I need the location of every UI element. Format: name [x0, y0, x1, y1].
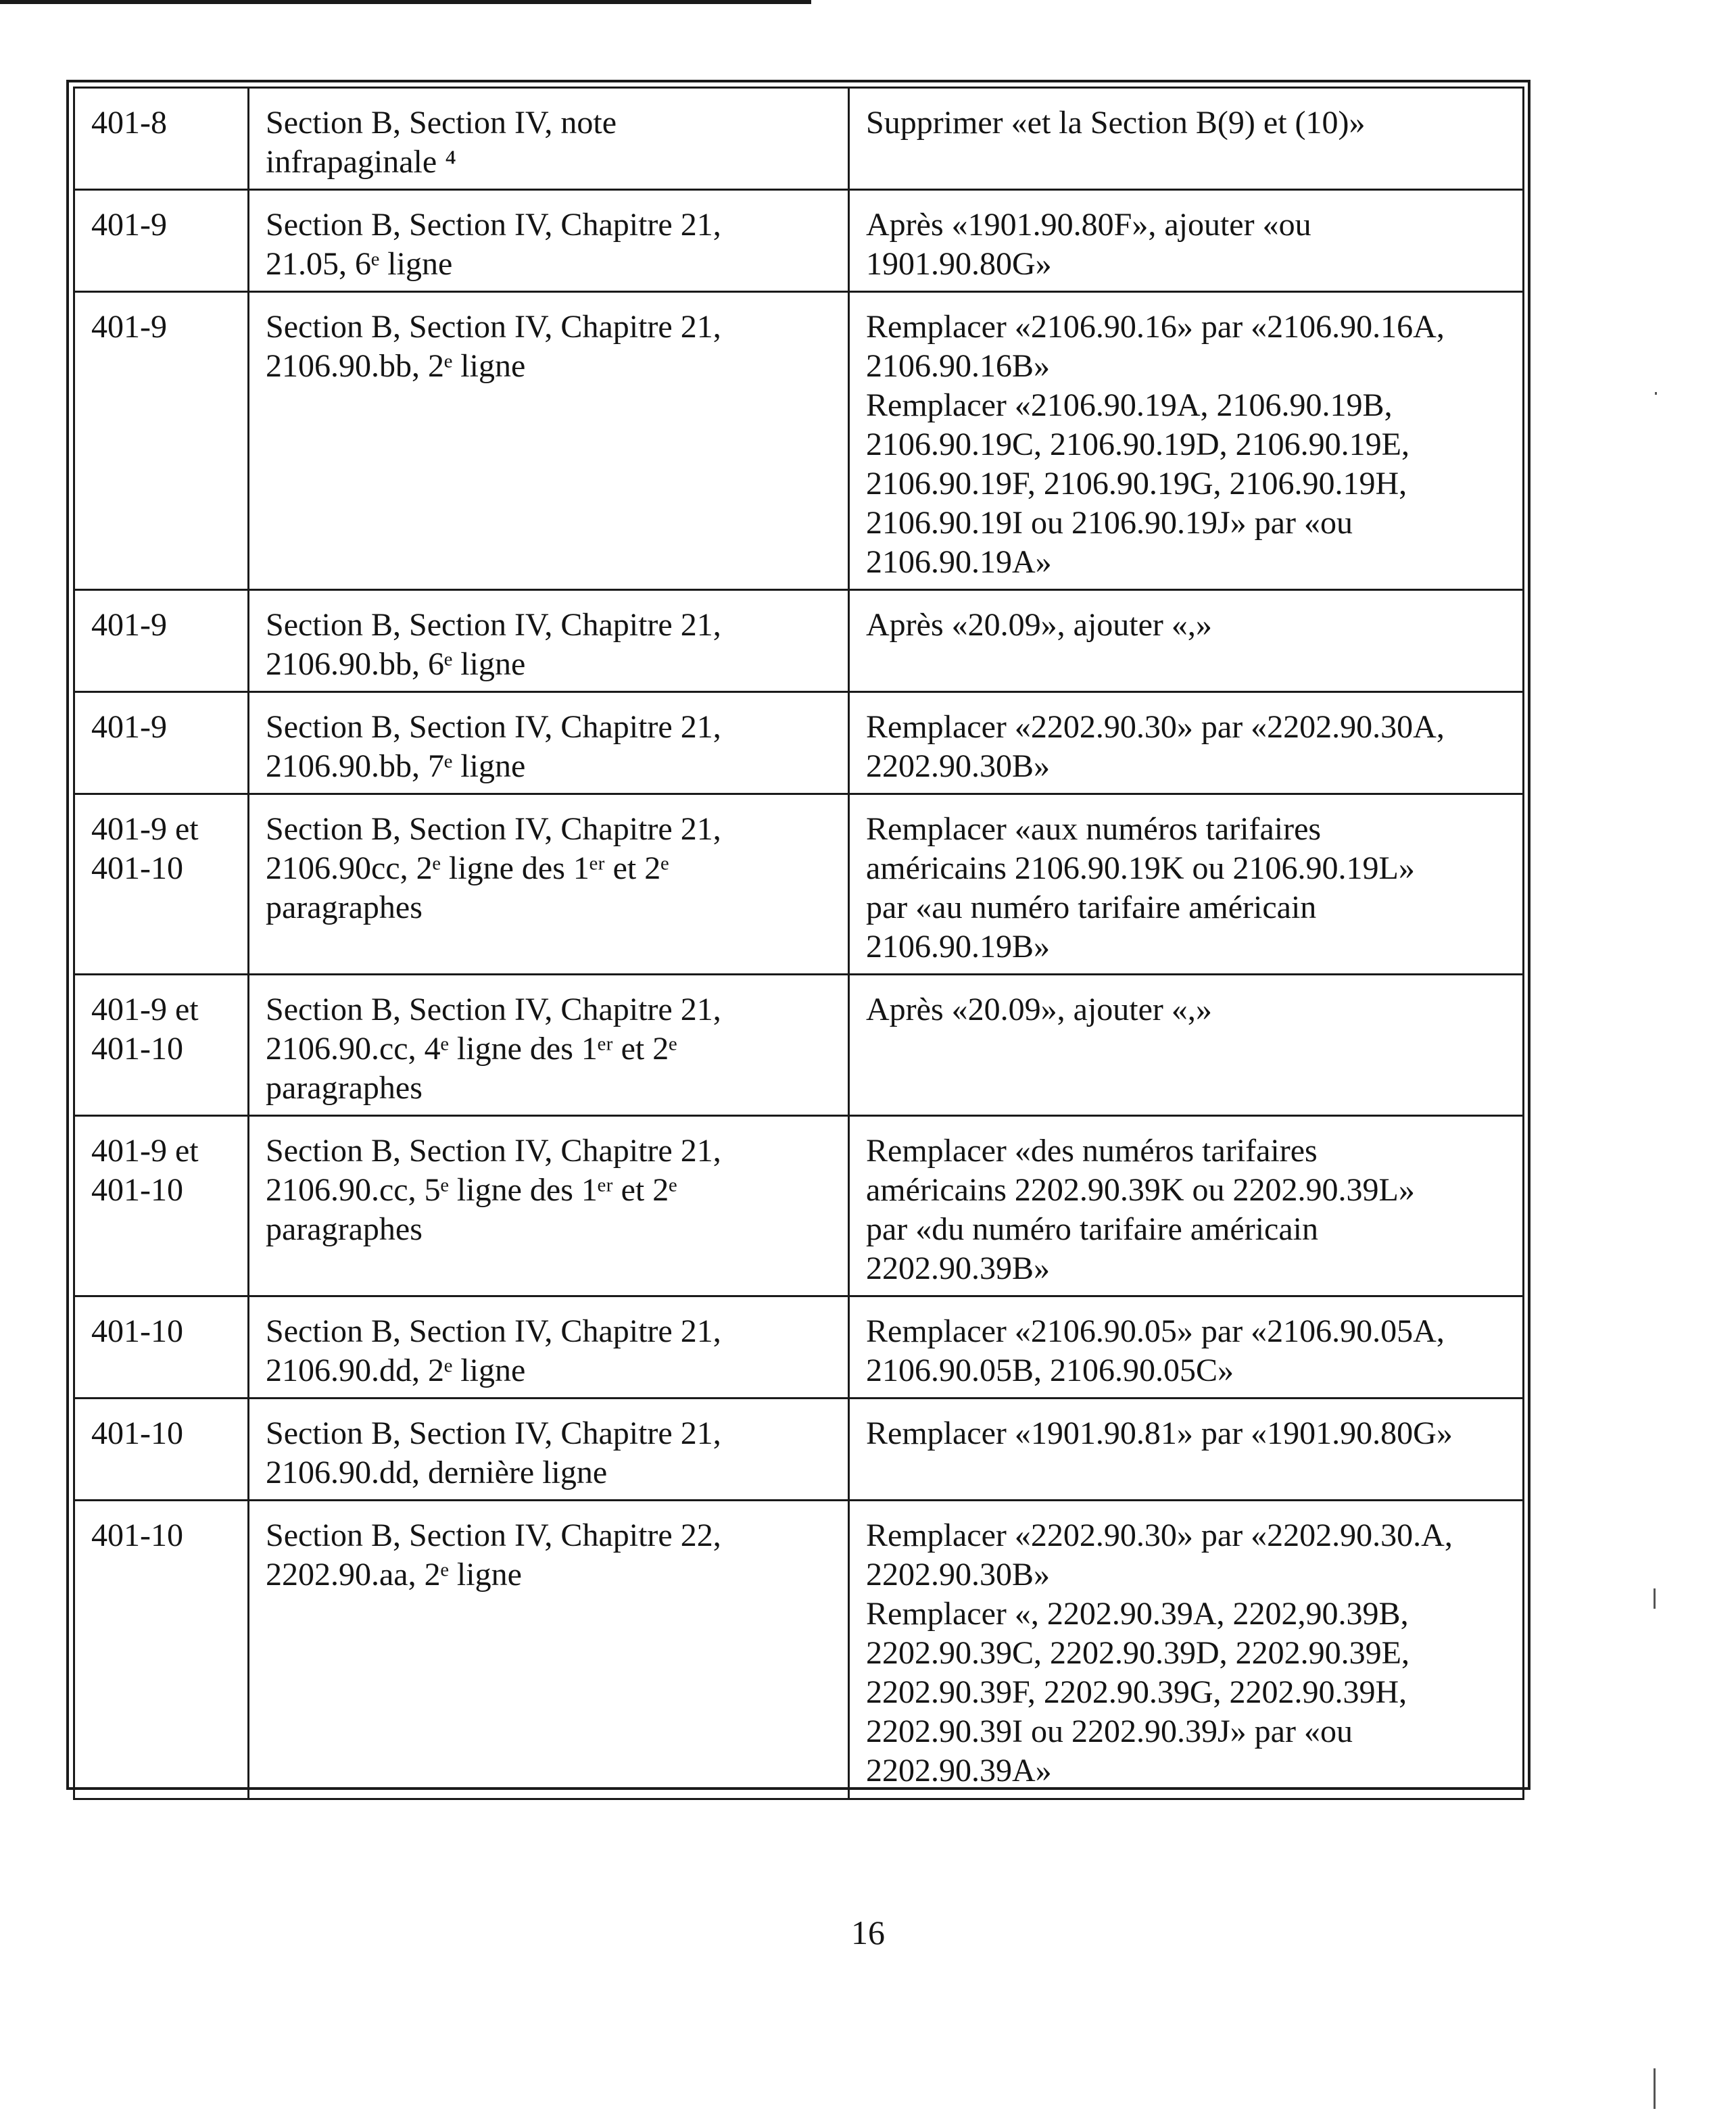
change-cell: Supprimer «et la Section B(9) et (10)»	[849, 88, 1524, 190]
location-cell: Section B, Section IV, Chapitre 21, 2106.90.dd, dernière ligne	[249, 1399, 849, 1501]
table-row	[74, 1399, 1524, 1501]
page-number: 16	[851, 1914, 885, 1951]
location-cell: Section B, Section IV, Chapitre 21, 21.05, 6ᵉ ligne	[249, 190, 849, 292]
change-cell: Remplacer «1901.90.81» par «1901.90.80G»	[849, 1399, 1524, 1501]
table-row	[74, 692, 1524, 794]
scan-mark	[1654, 2068, 1656, 2109]
location-cell: Section B, Section IV, Chapitre 21, 2106.90.cc, 4ᵉ ligne des 1ᵉʳ et 2ᵉ paragraphes	[249, 975, 849, 1116]
table-row	[74, 1116, 1524, 1296]
table-row	[74, 292, 1524, 590]
change-cell: Remplacer «des numéros tarifaires américains 2202.90.39K ou 2202.90.39L» par «du numéro tarifaire américain 2202.90.39B»	[849, 1116, 1524, 1296]
location-cell: Section B, Section IV, Chapitre 21, 2106.90.cc, 5ᵉ ligne des 1ᵉʳ et 2ᵉ paragraphes	[249, 1116, 849, 1296]
table-row	[74, 975, 1524, 1116]
location-cell: Section B, Section IV, Chapitre 21, 2106.90.dd, 2ᵉ ligne	[249, 1296, 849, 1399]
top-rule	[0, 0, 811, 4]
ref-cell: 401-9 et 401-10	[74, 975, 249, 1116]
table-row	[74, 190, 1524, 292]
table-row	[74, 88, 1524, 190]
ref-cell: 401-9	[74, 590, 249, 692]
change-cell: Après «1901.90.80F», ajouter «ou 1901.90.80G»	[849, 190, 1524, 292]
change-cell: Après «20.09», ajouter «,»	[849, 590, 1524, 692]
location-cell: Section B, Section IV, Chapitre 21, 2106.90.bb, 2ᵉ ligne	[249, 292, 849, 590]
ref-cell: 401-9 et 401-10	[74, 794, 249, 975]
ref-cell: 401-10	[74, 1399, 249, 1501]
ref-cell: 401-9	[74, 292, 249, 590]
location-cell: Section B, Section IV, note infrapaginale ⁴	[249, 88, 849, 190]
table-row	[74, 590, 1524, 692]
table-row	[74, 1501, 1524, 1799]
location-cell: Section B, Section IV, Chapitre 21, 2106.90.bb, 6ᵉ ligne	[249, 590, 849, 692]
table-row	[74, 794, 1524, 975]
change-cell: Remplacer «2106.90.05» par «2106.90.05A, 2106.90.05B, 2106.90.05C»	[849, 1296, 1524, 1399]
ref-cell: 401-9	[74, 190, 249, 292]
table-row	[74, 1296, 1524, 1399]
location-cell: Section B, Section IV, Chapitre 22, 2202.90.aa, 2ᵉ ligne	[249, 1501, 849, 1799]
change-cell: Remplacer «2202.90.30» par «2202.90.30A, 2202.90.30B»	[849, 692, 1524, 794]
location-cell: Section B, Section IV, Chapitre 21, 2106.90cc, 2ᵉ ligne des 1ᵉʳ et 2ᵉ paragraphes	[249, 794, 849, 975]
change-cell: Après «20.09», ajouter «,»	[849, 975, 1524, 1116]
scan-mark	[1655, 392, 1657, 395]
location-cell: Section B, Section IV, Chapitre 21, 2106.90.bb, 7ᵉ ligne	[249, 692, 849, 794]
change-cell: Remplacer «2106.90.16» par «2106.90.16A, 2106.90.16B» Remplacer «2106.90.19A, 2106.90.19B, 2106.90.19C, 2106.90.19D, 2106.90.19E, 2106.90.19F, 2106.90.19G, 2106.90.19H, 2106.90.19I ou 2106.90.19J» par «ou 2106.90.19A»	[849, 292, 1524, 590]
ref-cell: 401-8	[74, 88, 249, 190]
change-cell: Remplacer «aux numéros tarifaires américains 2106.90.19K ou 2106.90.19L» par «au numéro tarifaire américain 2106.90.19B»	[849, 794, 1524, 975]
ref-cell: 401-9	[74, 692, 249, 794]
ref-cell: 401-10	[74, 1501, 249, 1799]
change-cell: Remplacer «2202.90.30» par «2202.90.30.A, 2202.90.30B» Remplacer «, 2202.90.39A, 2202,90.39B, 2202.90.39C, 2202.90.39D, 2202.90.39E, 2202.90.39F, 2202.90.39G, 2202.90.39H, 2202.90.39I ou 2202.90.39J» par «ou 2202.90.39A»	[849, 1501, 1524, 1799]
scan-mark	[1654, 1588, 1656, 1609]
ref-cell: 401-10	[74, 1296, 249, 1399]
amendments-table	[73, 87, 1524, 1800]
ref-cell: 401-9 et 401-10	[74, 1116, 249, 1296]
